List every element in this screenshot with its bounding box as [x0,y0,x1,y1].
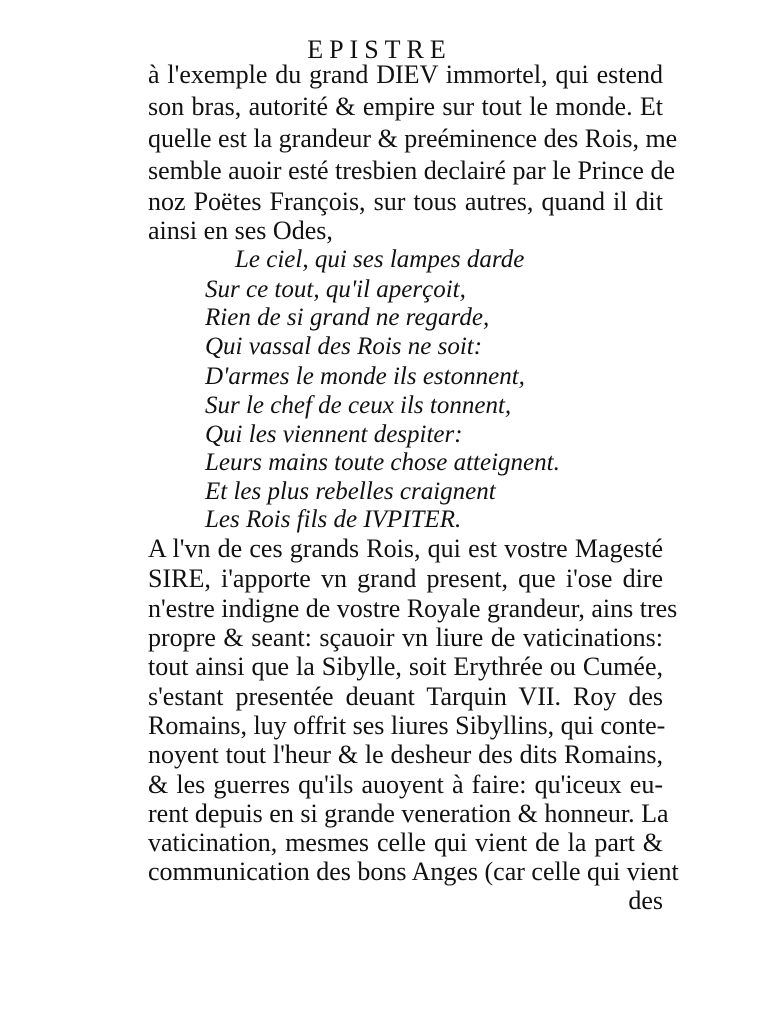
catchword: des [628,886,663,915]
verse-line: Qui les viennent despiter: [205,421,463,448]
verse-line: Sur ce tout, qu'il aperçoit, [205,276,466,303]
prose-line: ainsi en ses Odes, [148,216,333,245]
prose-line: semble auoir esté tresbien declairé par le Prince de [148,156,675,185]
prose-line: noyent tout l'heur & le desheur des dits Romains, [148,740,663,769]
verse-line: Rien de si grand ne regarde, [205,304,490,331]
prose-line: à l'exemple du grand DIEV immortel, qui estend [148,60,663,89]
verse-line: Le ciel, qui ses lampes darde [235,246,525,273]
prose-line: propre & seant: sçauoir vn liure de vaticinations: [148,623,663,652]
prose-line: communication des bons Anges (car celle qui vient [148,857,679,886]
prose-line: son bras, autorité & empire sur tout le monde. Et [148,92,663,121]
verse-line: Les Rois fils de IVPITER. [205,506,462,533]
prose-line: noz Poëtes François, sur tous autres, quand il dit [148,187,663,216]
verse-line: Leurs mains toute chose atteignent. [205,449,560,476]
verse-line: Sur le chef de ceux ils tonnent, [205,392,512,419]
running-head: EPISTRE [307,35,452,64]
prose-line: rent depuis en si grande veneration & honneur. La [148,799,669,828]
prose-line: SIRE, i'apporte vn grand present, que i'ose dire [148,564,663,593]
verse-line: Qui vassal des Rois ne soit: [205,333,483,360]
prose-line: quelle est la grandeur & preéminence des Rois, me [148,124,678,153]
prose-line: s'estant presentée deuant Tarquin VII. Roy des [148,682,663,711]
prose-line: n'estre indigne de vostre Royale grandeur, ains tres [148,594,678,623]
prose-line: vaticination, mesmes celle qui vient de la part & [148,828,663,857]
prose-line: A l'vn de ces grands Rois, qui est vostre Magesté [148,534,663,563]
prose-line: Romains, luy offrit ses liures Sibyllins, qui conte- [148,711,666,740]
verse-line: D'armes le monde ils estonnent, [205,363,525,390]
prose-line: tout ainsi que la Sibylle, soit Erythrée ou Cumée, [148,652,663,681]
verse-line: Et les plus rebelles craignent [205,478,496,505]
prose-line: & les guerres qu'ils auoyent à faire: qu'iceux eu- [148,770,663,799]
